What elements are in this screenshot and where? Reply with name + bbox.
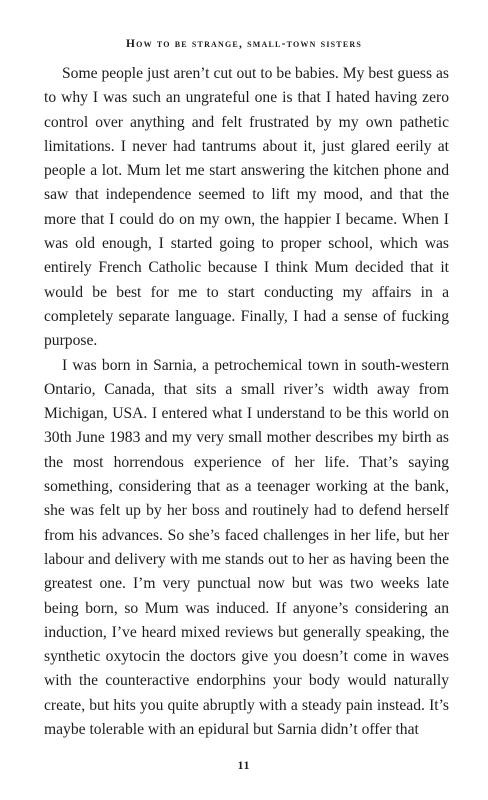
page-number: 11 xyxy=(237,760,251,772)
paragraph-2: I was born in Sarnia, a petrochemical town in south-western Ontario, Canada, that sits a small river’s width away from Michigan, USA. I entered what I understand to be this world on 30th June 1983 and my very small mother describes my birth as the most horrendous experience of her life. That’s saying something, considering that as a teenager working at the bank, she was felt up by her boss and routinely had to defend herself from his advances. So she’s faced challenges in her life, but her labour and delivery with me stands out to her as having been the greatest one. I’m very punctual now but was two weeks late being born, so Mum was induced. If anyone’s considering an induction, I’ve heard mixed reviews but generally speaking, the synthetic oxytocin the doctors give you doesn’t come in waves with the counteractive endorphins your body would naturally create, but hits you quite abruptly with a steady pain instead. It’s maybe tolerable with an epidural but Sarnia didn’t offer that xyxy=(44,356,449,739)
paragraph-1: Some people just aren’t cut out to be babies. My best guess as to why I was such an ungrateful one is that I hated having zero control over anything and felt frustrated by my own pathetic limitations. I never had tantrums about it, just glared eerily at people a lot. Mum let me start answering the kitchen phone and saw that independence seemed to lift my mood, and that the more that I could do on my own, the happier I became. When I was old enough, I started going to proper school, which was entirely French Catholic because I think Mum decided that it would be best for me to start conducting my affairs in a completely separate language. Finally, I had a sense of fucking purpose. xyxy=(44,65,449,350)
running-head: How to be strange, small-town sisters xyxy=(126,38,362,50)
body-text xyxy=(44,62,449,742)
